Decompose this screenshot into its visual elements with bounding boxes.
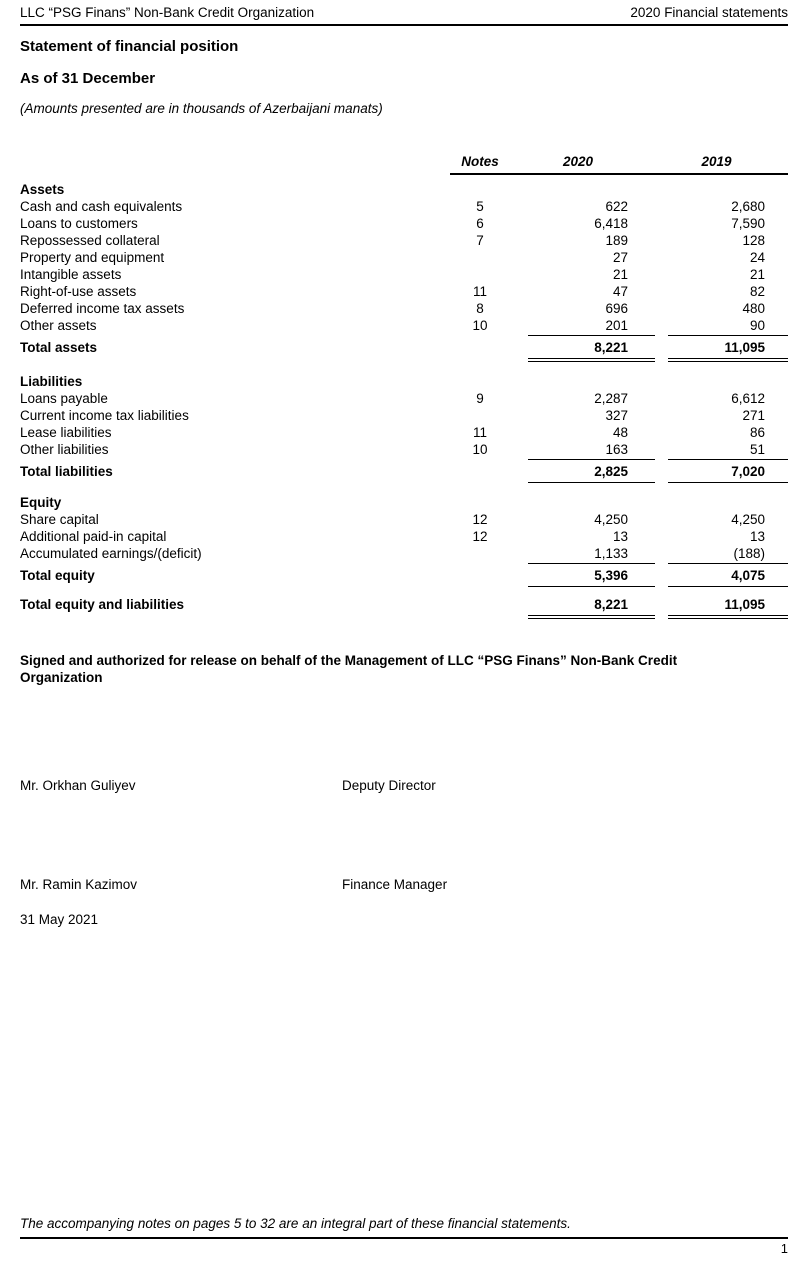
- row-label: Lease liabilities: [20, 425, 112, 440]
- section-heading-label: Assets: [20, 182, 65, 197]
- running-header: [20, 5, 788, 26]
- row-label: Property and equipment: [20, 250, 165, 265]
- row-value-2019: 271: [742, 408, 765, 423]
- row-value-2020: 163: [528, 441, 655, 460]
- table-row: [20, 215, 788, 232]
- total-value-2020: 2,825: [528, 463, 655, 483]
- page-title: Statement of financial position: [20, 38, 239, 55]
- row-note: 11: [472, 425, 487, 440]
- page-subtitle: As of 31 December: [20, 70, 156, 87]
- row-value-2019: 2,680: [731, 199, 765, 214]
- row-label: Intangible assets: [20, 267, 122, 282]
- page-footer: [20, 1216, 788, 1256]
- signatory-row: [20, 877, 788, 892]
- section-heading-liabilities: [20, 373, 788, 390]
- row-value-2020: 27: [612, 250, 628, 265]
- financial-position-table: [20, 154, 788, 619]
- header-report-name: 2020 Financial statements: [630, 5, 788, 20]
- footer-note: The accompanying notes on pages 5 to 32 are an integral part of these financial statements.: [20, 1216, 571, 1231]
- row-note: 6: [476, 216, 484, 231]
- row-value-2020: 201: [528, 317, 655, 336]
- row-value-2020: 622: [605, 199, 628, 214]
- row-value-2019: 82: [749, 284, 765, 299]
- column-header-notes: Notes: [461, 154, 499, 169]
- row-label: Other assets: [20, 318, 97, 333]
- row-value-2019: 7,590: [731, 216, 765, 231]
- table-row: [20, 198, 788, 215]
- signatory-title: Finance Manager: [342, 877, 448, 892]
- row-value-2020: 327: [605, 408, 628, 423]
- total-label: Total equity and liabilities: [20, 597, 185, 612]
- row-value-2020: 48: [612, 425, 628, 440]
- total-value-2019: 11,095: [668, 596, 788, 619]
- total-value-2019: 7,020: [668, 463, 788, 483]
- table-row: [20, 283, 788, 300]
- row-value-2020: 13: [612, 529, 628, 544]
- column-header-2020: 2020: [562, 154, 594, 169]
- row-label: Accumulated earnings/(deficit): [20, 546, 202, 561]
- row-value-2020: 47: [612, 284, 628, 299]
- header-company-name: LLC “PSG Finans” Non-Bank Credit Organization: [20, 5, 315, 20]
- row-label: Repossessed collateral: [20, 233, 160, 248]
- total-value-2020: 5,396: [528, 567, 655, 587]
- table-row: [20, 545, 788, 564]
- section-heading-label: Liabilities: [20, 374, 83, 389]
- table-row: [20, 249, 788, 266]
- table-row: [20, 317, 788, 336]
- row-note: 7: [476, 233, 484, 248]
- row-value-2020: 21: [612, 267, 628, 282]
- total-equity-row: [20, 567, 788, 587]
- total-label: Total assets: [20, 340, 98, 355]
- section-heading-assets: [20, 181, 788, 198]
- row-value-2019: 86: [749, 425, 765, 440]
- row-value-2019: 51: [668, 441, 788, 460]
- row-note: 9: [476, 391, 484, 406]
- total-value-2019: 4,075: [668, 567, 788, 587]
- row-label: Loans payable: [20, 391, 108, 406]
- row-value-2019: 6,612: [731, 391, 765, 406]
- total-label: Total liabilities: [20, 464, 113, 479]
- row-value-2020: 4,250: [594, 512, 628, 527]
- total-value-2020: 8,221: [528, 596, 655, 619]
- row-value-2019: 24: [749, 250, 765, 265]
- total-assets-row: [20, 339, 788, 362]
- row-note: 5: [476, 199, 484, 214]
- row-note: 11: [472, 284, 487, 299]
- signatory-row: [20, 778, 788, 793]
- row-value-2020: 696: [605, 301, 628, 316]
- row-value-2019: 21: [749, 267, 765, 282]
- table-row: [20, 232, 788, 249]
- signatory-name: Mr. Orkhan Guliyev: [20, 778, 136, 793]
- row-value-2019: 480: [742, 301, 765, 316]
- row-note: 8: [476, 301, 484, 316]
- row-value-2019: 4,250: [731, 512, 765, 527]
- table-row: [20, 300, 788, 317]
- section-heading-label: Equity: [20, 495, 62, 510]
- row-value-2020: 2,287: [594, 391, 628, 406]
- amounts-note: (Amounts presented are in thousands of Azerbaijani manats): [20, 101, 383, 116]
- signoff-date: 31 May 2021: [20, 912, 99, 927]
- row-label: Share capital: [20, 512, 99, 527]
- column-header-2019: 2019: [701, 154, 732, 169]
- row-note: 10: [472, 442, 488, 457]
- row-value-2019: 128: [742, 233, 765, 248]
- table-row: [20, 266, 788, 283]
- footer-divider: [20, 1237, 788, 1239]
- row-label: Additional paid-in capital: [20, 529, 167, 544]
- table-header-columns: [450, 154, 788, 175]
- table-row: [20, 511, 788, 528]
- section-heading-equity: [20, 494, 788, 511]
- row-value-2020: 1,133: [528, 545, 655, 564]
- signatory-name: Mr. Ramin Kazimov: [20, 877, 138, 892]
- table-row: [20, 424, 788, 441]
- row-value-2019: 13: [749, 529, 765, 544]
- page-number: 1: [780, 1241, 788, 1256]
- row-label: Other liabilities: [20, 442, 109, 457]
- signatory-title: Deputy Director: [342, 778, 436, 793]
- row-note: 12: [472, 512, 488, 527]
- row-label: Deferred income tax assets: [20, 301, 185, 316]
- row-label: Current income tax liabilities: [20, 408, 189, 423]
- table-row: [20, 390, 788, 407]
- row-value-2019: 90: [668, 317, 788, 336]
- total-label: Total equity: [20, 568, 95, 583]
- row-label: Loans to customers: [20, 216, 138, 231]
- row-value-2020: 189: [605, 233, 628, 248]
- table-row: [20, 441, 788, 460]
- row-note: 10: [472, 318, 488, 333]
- row-label: Right-of-use assets: [20, 284, 137, 299]
- signoff-statement: Signed and authorized for release on behalf of the Management of LLC “PSG Finans” Non-Bank Credit Organization: [20, 653, 678, 685]
- row-label: Cash and cash equivalents: [20, 199, 183, 214]
- total-liabilities-row: [20, 463, 788, 483]
- row-value-2020: 6,418: [594, 216, 628, 231]
- table-row: [20, 407, 788, 424]
- row-value-2019: (188): [668, 545, 788, 564]
- total-value-2019: 11,095: [668, 339, 788, 362]
- header-spacer: [20, 154, 450, 175]
- total-value-2020: 8,221: [528, 339, 655, 362]
- row-note: 12: [472, 529, 488, 544]
- table-row: [20, 528, 788, 545]
- total-equity-and-liabilities-row: [20, 596, 788, 619]
- table-header-row: [20, 154, 788, 175]
